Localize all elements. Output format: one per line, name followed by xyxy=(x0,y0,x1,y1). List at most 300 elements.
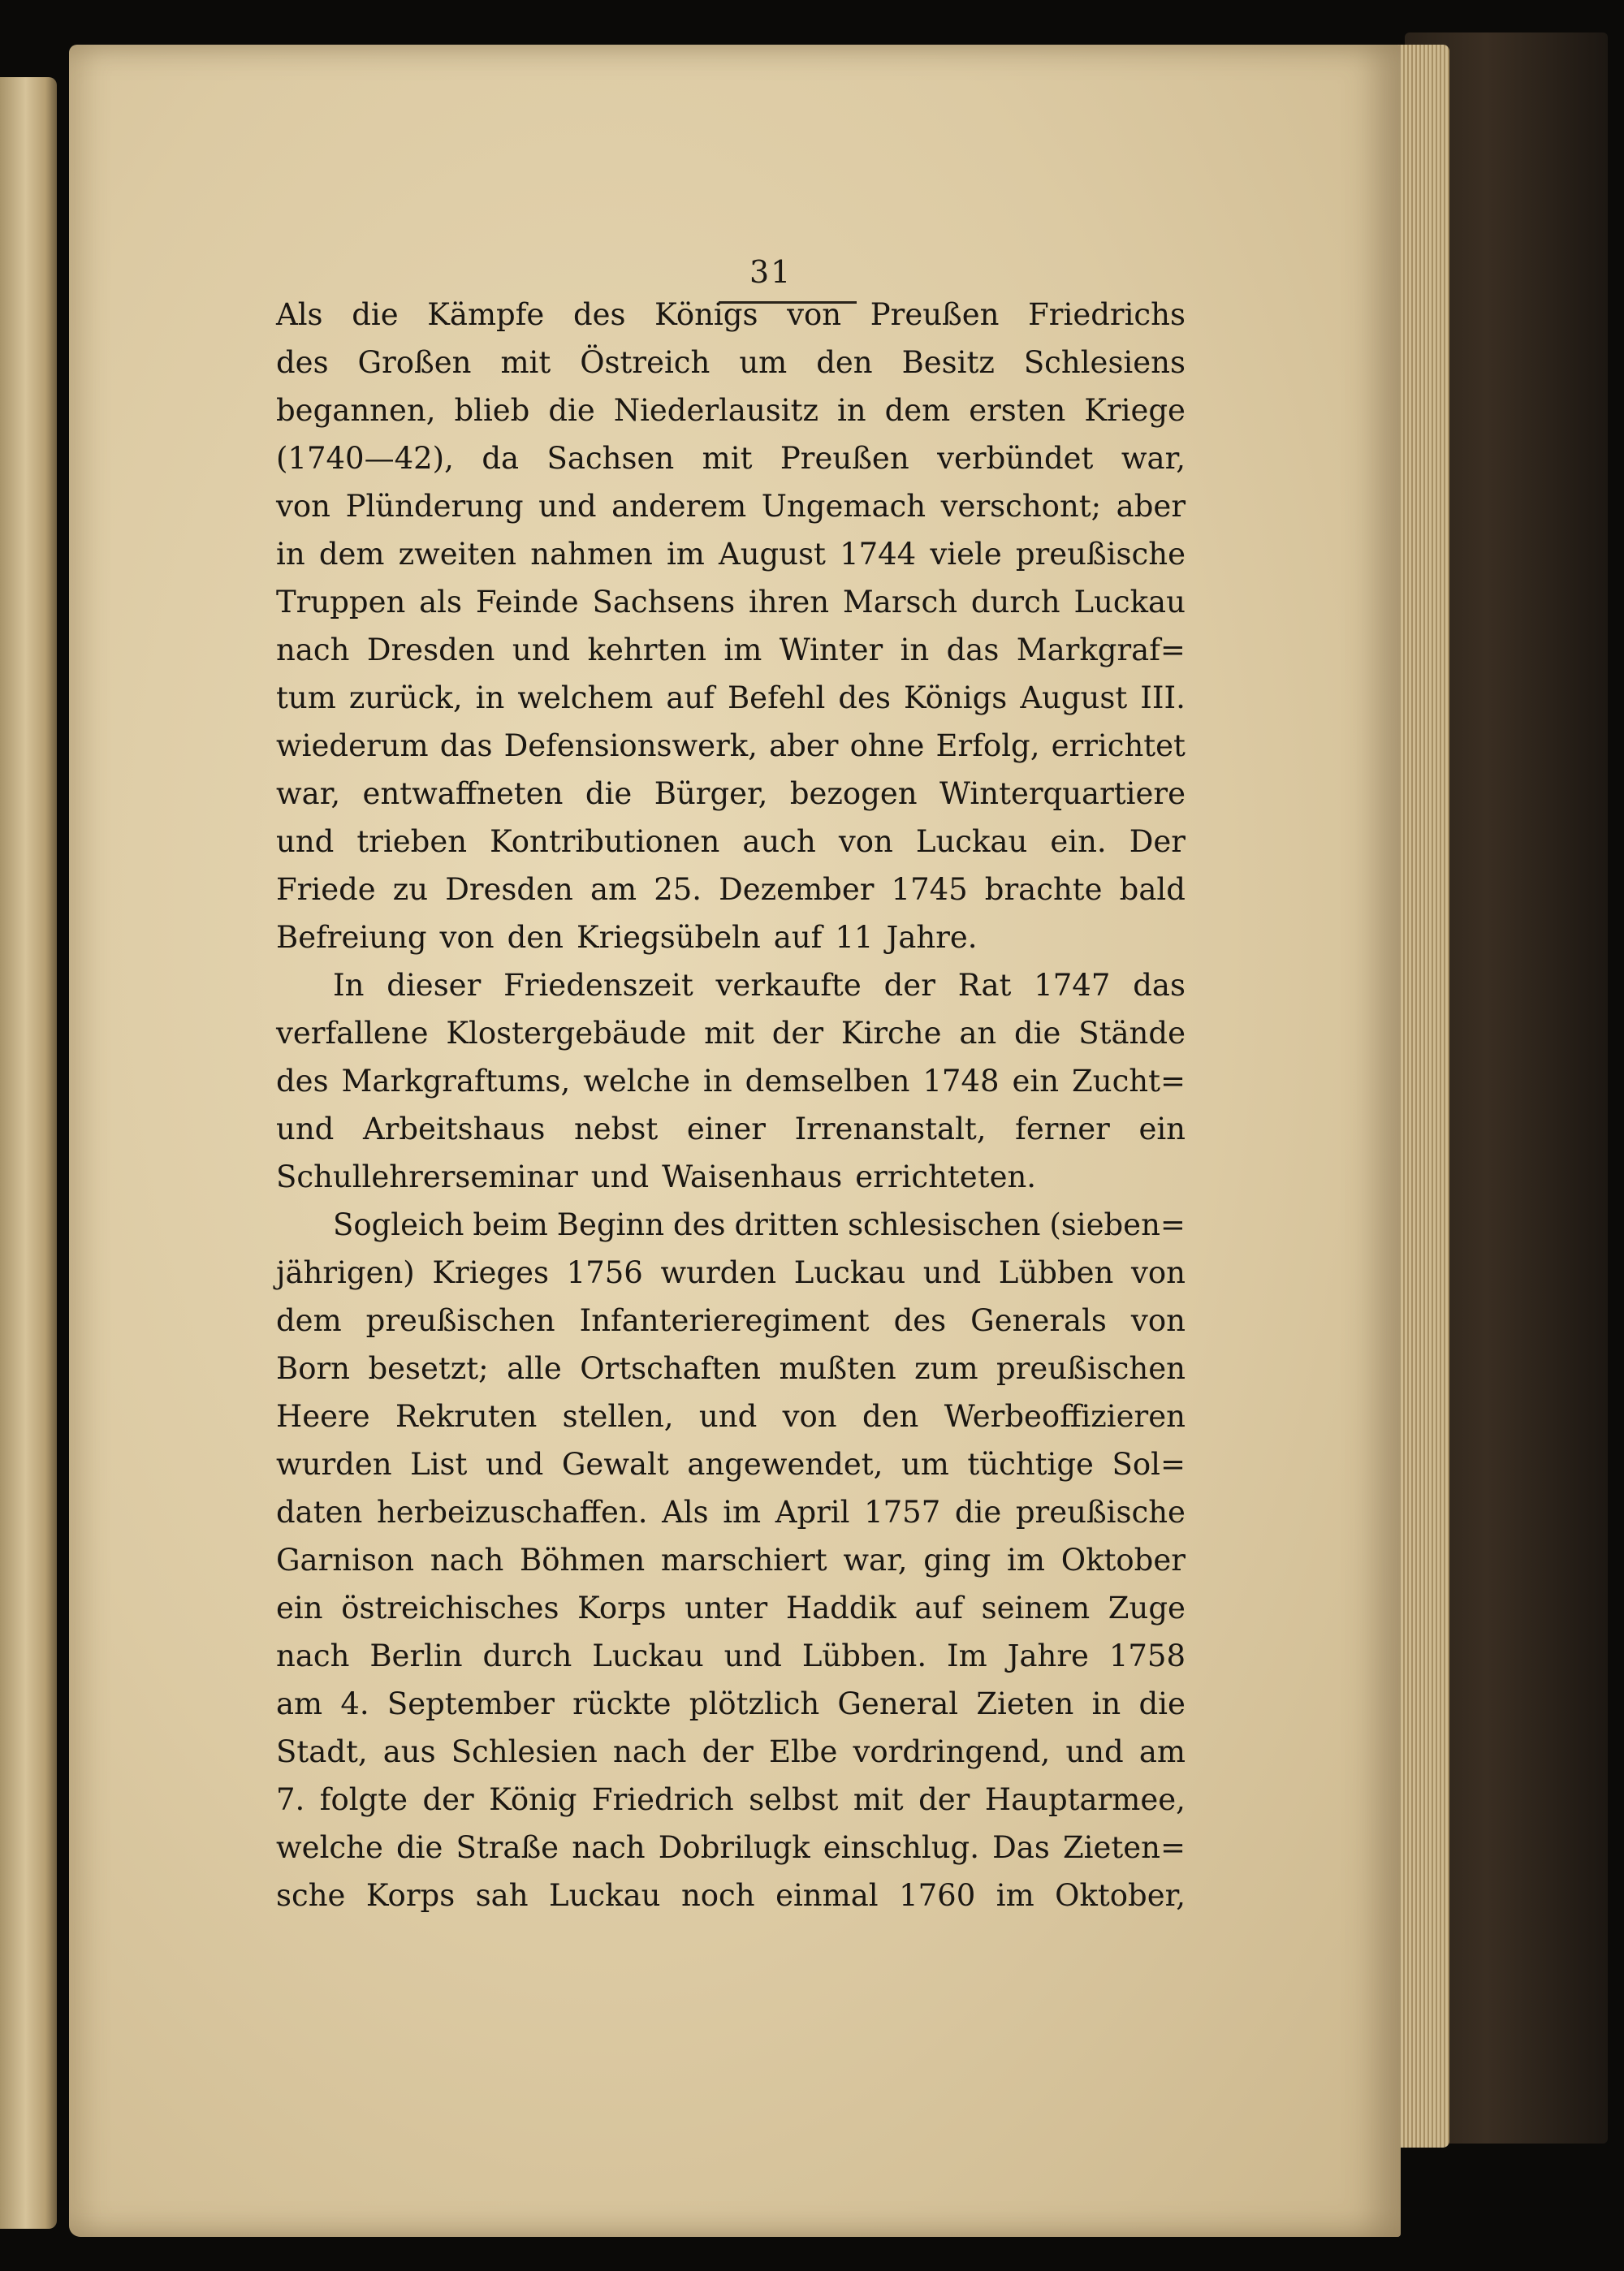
word: preußische xyxy=(1015,537,1186,572)
word: auf xyxy=(773,920,823,955)
word: das xyxy=(1133,968,1186,1003)
word: errichtet xyxy=(1051,728,1186,763)
word: einmal xyxy=(775,1878,879,1913)
word: der xyxy=(771,1016,824,1051)
word: verfallene xyxy=(276,1016,429,1051)
word: Lübben. xyxy=(801,1638,927,1673)
word: Luckau xyxy=(915,824,1028,859)
word: anderem xyxy=(611,489,747,524)
text-line xyxy=(276,1297,1186,1345)
word: Besitz xyxy=(901,345,995,380)
word: König xyxy=(489,1782,577,1817)
word: Markgraf= xyxy=(1016,633,1186,667)
word: mit xyxy=(500,345,551,380)
word: den xyxy=(862,1399,919,1434)
word: Schlesien xyxy=(451,1734,598,1769)
word: Infanterieregiment xyxy=(579,1303,870,1338)
word: marschiert xyxy=(660,1543,827,1578)
word: ersten xyxy=(969,393,1066,428)
word: und xyxy=(590,1159,650,1194)
word: von xyxy=(439,920,495,955)
word: folgte xyxy=(319,1782,408,1817)
text-line xyxy=(276,1776,1186,1824)
word: dem xyxy=(276,1303,342,1338)
text-line xyxy=(276,961,1186,1009)
word: Ortschaften xyxy=(580,1351,761,1386)
text-line xyxy=(276,482,1186,530)
word: rückte xyxy=(572,1686,672,1721)
word: nahmen xyxy=(530,537,653,572)
word: General xyxy=(837,1686,959,1721)
word: dem xyxy=(318,537,385,572)
word: Straße xyxy=(456,1830,559,1865)
word: und xyxy=(538,489,597,524)
word: Markgraftums, xyxy=(341,1064,571,1099)
word: Beginn xyxy=(556,1207,665,1242)
word: nach xyxy=(276,1638,350,1673)
word: Dresden xyxy=(445,872,573,907)
text-line xyxy=(276,1872,1186,1919)
text-line xyxy=(276,1345,1186,1392)
word: ihren xyxy=(748,585,830,620)
word: September xyxy=(387,1686,555,1721)
word: List xyxy=(410,1447,468,1482)
text-line xyxy=(276,1105,1186,1153)
word: herbeizuschaffen. xyxy=(376,1495,648,1530)
word: in xyxy=(276,537,305,572)
word: Friede xyxy=(276,872,376,907)
word: Arbeitshaus xyxy=(362,1112,546,1146)
word: um xyxy=(739,345,788,380)
word: Preußen xyxy=(780,441,909,476)
word: Dobrilugk xyxy=(658,1830,810,1865)
word: aus xyxy=(382,1734,436,1769)
word: 4. xyxy=(340,1686,369,1721)
word: trieben xyxy=(356,824,468,859)
word: Erfolg, xyxy=(935,728,1040,763)
word: Zieten xyxy=(976,1686,1074,1721)
word: Feinde xyxy=(475,585,579,620)
word: der xyxy=(883,968,935,1003)
word: Befreiung xyxy=(276,920,427,955)
word: Kämpfe xyxy=(427,297,545,332)
word: August xyxy=(719,537,826,572)
word: des xyxy=(672,1207,726,1242)
word: und xyxy=(1065,1734,1124,1769)
word: Luckau xyxy=(592,1638,704,1673)
word: Böhmen xyxy=(520,1543,646,1578)
word: ein xyxy=(276,1591,323,1626)
text-line xyxy=(276,291,1186,339)
word: ein. xyxy=(1050,824,1107,859)
word: jährigen) xyxy=(276,1255,415,1290)
word: die xyxy=(548,393,595,428)
word: nach xyxy=(613,1734,687,1769)
word: Winter xyxy=(779,633,883,667)
word: nebst xyxy=(573,1112,659,1146)
word: Als xyxy=(662,1495,709,1530)
word: Schlesiens xyxy=(1023,345,1186,380)
word: auch xyxy=(742,824,816,859)
word: beim xyxy=(473,1207,548,1242)
word: als xyxy=(419,585,463,620)
word: 1756 xyxy=(566,1255,643,1290)
text-line xyxy=(276,1201,1186,1249)
word: zum xyxy=(914,1351,978,1386)
word: Gewalt xyxy=(561,1447,669,1482)
word: Friedenszeit xyxy=(503,968,693,1003)
word: von xyxy=(1130,1303,1186,1338)
word: des xyxy=(276,1064,329,1099)
word: aber xyxy=(769,728,839,763)
word: das xyxy=(946,633,1000,667)
word: wurden xyxy=(276,1447,392,1482)
text-line xyxy=(276,1584,1186,1632)
word: nach xyxy=(430,1543,504,1578)
word: östreichisches xyxy=(341,1591,559,1626)
word: Waisenhaus xyxy=(662,1159,843,1194)
text-line xyxy=(276,1057,1186,1105)
word: Defensionswerk, xyxy=(503,728,758,763)
word: und xyxy=(512,633,571,667)
word: Oktober, xyxy=(1055,1878,1186,1913)
word: Winterquartiere xyxy=(939,776,1186,811)
word: Schullehrerseminar xyxy=(276,1159,578,1194)
word: verkaufte xyxy=(715,968,862,1003)
word: besetzt; xyxy=(368,1351,489,1386)
word: die xyxy=(352,297,399,332)
word: Rekruten xyxy=(395,1399,538,1434)
word: nach xyxy=(276,633,350,667)
word: Niederlausitz xyxy=(613,393,818,428)
word: bald xyxy=(1119,872,1186,907)
word: Luckau xyxy=(793,1255,906,1290)
word: In xyxy=(333,968,365,1003)
word: und xyxy=(276,1112,335,1146)
word: preußischen xyxy=(365,1303,555,1338)
word: wiederum xyxy=(276,728,429,763)
word: stellen, xyxy=(562,1399,674,1434)
word: Im xyxy=(947,1638,987,1673)
word: seinem xyxy=(981,1591,1091,1626)
word: zu xyxy=(392,872,429,907)
word: die xyxy=(585,776,633,811)
word: selbst xyxy=(749,1782,839,1817)
word: des xyxy=(893,1303,947,1338)
word: Königs xyxy=(654,297,758,332)
text-line xyxy=(276,1680,1186,1728)
word: Krieges xyxy=(432,1255,550,1290)
text-line xyxy=(276,1632,1186,1680)
word: Jahre. xyxy=(886,920,978,955)
word: daten xyxy=(276,1495,363,1530)
word: dem xyxy=(884,393,951,428)
word: noch xyxy=(680,1878,755,1913)
text-line xyxy=(276,1488,1186,1536)
word: und xyxy=(276,824,335,859)
word: Heere xyxy=(276,1399,370,1434)
word: auf xyxy=(666,680,715,715)
word: Zucht= xyxy=(1072,1064,1186,1099)
word: Lübben xyxy=(998,1255,1114,1290)
word: kehrten xyxy=(587,633,707,667)
word: ferner xyxy=(1015,1112,1110,1146)
page-number: 31 xyxy=(749,254,793,290)
text-line xyxy=(276,866,1186,913)
text-line xyxy=(276,1824,1186,1872)
word: Sachsens xyxy=(592,585,736,620)
text-line xyxy=(276,339,1186,386)
word: Born xyxy=(276,1351,350,1386)
word: dieser xyxy=(387,968,482,1003)
word: plötzlich xyxy=(689,1686,820,1721)
word: dritten xyxy=(734,1207,840,1242)
word: Zuge xyxy=(1108,1591,1186,1626)
word: 1760 xyxy=(899,1878,976,1913)
word: Als xyxy=(276,297,323,332)
word: ein xyxy=(1012,1064,1060,1099)
word: Oktober xyxy=(1060,1543,1186,1578)
text-line xyxy=(276,1440,1186,1488)
word: in xyxy=(900,633,930,667)
word: den xyxy=(816,345,873,380)
text-line xyxy=(276,1392,1186,1440)
word: die xyxy=(1014,1016,1061,1051)
word: einschlug. xyxy=(823,1830,979,1865)
word: Der xyxy=(1129,824,1186,859)
word: im xyxy=(723,1495,762,1530)
word: Generals xyxy=(970,1303,1107,1338)
word: in xyxy=(703,1064,732,1099)
word: am xyxy=(276,1686,323,1721)
text-line xyxy=(276,1249,1186,1297)
word: und xyxy=(922,1255,982,1290)
word: mit xyxy=(702,441,753,476)
word: wurden xyxy=(660,1255,777,1290)
word: Berlin xyxy=(369,1638,463,1673)
word: verbündet xyxy=(937,441,1094,476)
word: Friedrich xyxy=(591,1782,734,1817)
word: Ungemach xyxy=(761,489,926,524)
word: mußten xyxy=(779,1351,896,1386)
word: unter xyxy=(685,1591,768,1626)
text-line xyxy=(276,434,1186,482)
word: war, xyxy=(843,1543,908,1578)
word: Kriege xyxy=(1084,393,1186,428)
word: 1758 xyxy=(1108,1638,1186,1673)
word: Kirche xyxy=(840,1016,942,1051)
word: (1740—42), xyxy=(276,441,454,476)
word: durch xyxy=(482,1638,572,1673)
text-line xyxy=(276,386,1186,434)
text-line xyxy=(276,722,1186,770)
word: von xyxy=(787,297,842,332)
word: nach xyxy=(572,1830,646,1865)
word: Dezember xyxy=(719,872,875,907)
word: der xyxy=(422,1782,474,1817)
word: April xyxy=(775,1495,850,1530)
text-line xyxy=(276,1153,1186,1201)
word: Klostergebäude xyxy=(446,1016,687,1051)
word: zweiten xyxy=(398,537,517,572)
word: und xyxy=(723,1638,782,1673)
word: von xyxy=(838,824,893,859)
word: Dresden xyxy=(366,633,495,667)
word: Das xyxy=(992,1830,1050,1865)
word: Irrenanstalt, xyxy=(794,1112,987,1146)
word: Marsch xyxy=(842,585,958,620)
word: da xyxy=(482,441,520,476)
word: durch xyxy=(970,585,1060,620)
word: des xyxy=(572,297,626,332)
word: Truppen xyxy=(276,585,406,620)
word: in xyxy=(836,393,866,428)
word: das xyxy=(439,728,493,763)
word: ein xyxy=(1138,1112,1186,1146)
left-page-edge xyxy=(0,77,57,2229)
word: 1748 xyxy=(922,1064,1000,1099)
word: Kontributionen xyxy=(490,824,720,859)
word: 11 xyxy=(835,920,874,955)
word: 1745 xyxy=(891,872,968,907)
word: im xyxy=(666,537,705,572)
word: Werbeoffizieren xyxy=(944,1399,1186,1434)
word: entwaffneten xyxy=(362,776,564,811)
word: welchem xyxy=(517,680,654,715)
body-text xyxy=(276,291,1186,1919)
text-line xyxy=(276,578,1186,626)
word: errichteten. xyxy=(855,1159,1037,1194)
word: tüchtige xyxy=(967,1447,1094,1482)
word: in xyxy=(1091,1686,1121,1721)
word: Sogleich xyxy=(333,1207,464,1242)
word: Korps xyxy=(577,1591,667,1626)
word: an xyxy=(959,1016,997,1051)
word: des xyxy=(276,345,329,380)
word: um xyxy=(901,1447,949,1482)
word: war, xyxy=(1121,441,1186,476)
word: begannen, xyxy=(276,393,436,428)
word: angewendet, xyxy=(687,1447,883,1482)
word: 1744 xyxy=(840,537,917,572)
word: von xyxy=(1130,1255,1186,1290)
text-line xyxy=(276,626,1186,674)
word: (sieben= xyxy=(1049,1207,1186,1242)
word: in xyxy=(475,680,505,715)
word: Friedrichs xyxy=(1028,297,1186,332)
word: Rat xyxy=(957,968,1012,1003)
word: Plünderung xyxy=(345,489,524,524)
word: im xyxy=(1007,1543,1045,1578)
word: tum xyxy=(276,680,336,715)
word: von xyxy=(276,489,331,524)
word: die xyxy=(1138,1686,1186,1721)
text-line xyxy=(276,530,1186,578)
word: bezogen xyxy=(789,776,918,811)
word: der xyxy=(918,1782,970,1817)
word: Stadt, xyxy=(276,1734,368,1769)
word: Sachsen xyxy=(546,441,675,476)
word: sah xyxy=(475,1878,529,1913)
word: welche xyxy=(583,1064,691,1099)
word: der xyxy=(702,1734,754,1769)
word: August xyxy=(1020,680,1128,715)
word: III. xyxy=(1140,680,1186,715)
word: Befehl xyxy=(727,680,826,715)
word: welche xyxy=(276,1830,383,1865)
word: Haddik xyxy=(785,1591,896,1626)
word: am xyxy=(590,872,637,907)
word: Luckau xyxy=(1073,585,1186,620)
word: Kriegsübeln xyxy=(576,920,761,955)
word: Garnison xyxy=(276,1543,415,1578)
text-line xyxy=(276,913,1186,961)
word: die xyxy=(395,1830,443,1865)
word: alle xyxy=(507,1351,562,1386)
word: Sol= xyxy=(1112,1447,1186,1482)
word: Hauptarmee, xyxy=(984,1782,1186,1817)
word: den xyxy=(507,920,564,955)
word: Königs xyxy=(904,680,1008,715)
text-line xyxy=(276,1009,1186,1057)
word: Zieten= xyxy=(1062,1830,1186,1865)
word: 7. xyxy=(276,1782,305,1817)
text-line xyxy=(276,1728,1186,1776)
word: sche xyxy=(276,1878,346,1913)
word: mit xyxy=(704,1016,754,1051)
word: vordringend, xyxy=(853,1734,1051,1769)
word: von xyxy=(782,1399,837,1434)
text-line xyxy=(276,1536,1186,1584)
word: verschont; xyxy=(940,489,1102,524)
word: viele xyxy=(930,537,1002,572)
word: und xyxy=(485,1447,544,1482)
word: aber xyxy=(1116,489,1186,524)
word: war, xyxy=(276,776,341,811)
word: Jahre xyxy=(1007,1638,1089,1673)
text-line xyxy=(276,770,1186,818)
word: Preußen xyxy=(870,297,1000,332)
word: Stände xyxy=(1078,1016,1186,1051)
word: des xyxy=(838,680,891,715)
word: schlesischen xyxy=(848,1207,1041,1242)
word: Elbe xyxy=(768,1734,838,1769)
word: 25. xyxy=(654,872,702,907)
word: und xyxy=(698,1399,758,1434)
word: ohne xyxy=(849,728,925,763)
word: brachte xyxy=(984,872,1103,907)
word: 1757 xyxy=(864,1495,941,1530)
word: Korps xyxy=(365,1878,456,1913)
word: Luckau xyxy=(549,1878,661,1913)
word: ging xyxy=(923,1543,991,1578)
text-line xyxy=(276,818,1186,866)
word: am xyxy=(1138,1734,1186,1769)
word: Östreich xyxy=(580,345,710,380)
word: blieb xyxy=(454,393,530,428)
word: die xyxy=(954,1495,1002,1530)
word: im xyxy=(996,1878,1034,1913)
word: 1747 xyxy=(1034,968,1111,1003)
word: Großen xyxy=(357,345,472,380)
word: Bürger, xyxy=(654,776,768,811)
word: auf xyxy=(914,1591,964,1626)
word: preußischen xyxy=(996,1351,1186,1386)
word: im xyxy=(723,633,762,667)
text-line xyxy=(276,674,1186,722)
word: einer xyxy=(686,1112,766,1146)
word: demselben xyxy=(745,1064,910,1099)
